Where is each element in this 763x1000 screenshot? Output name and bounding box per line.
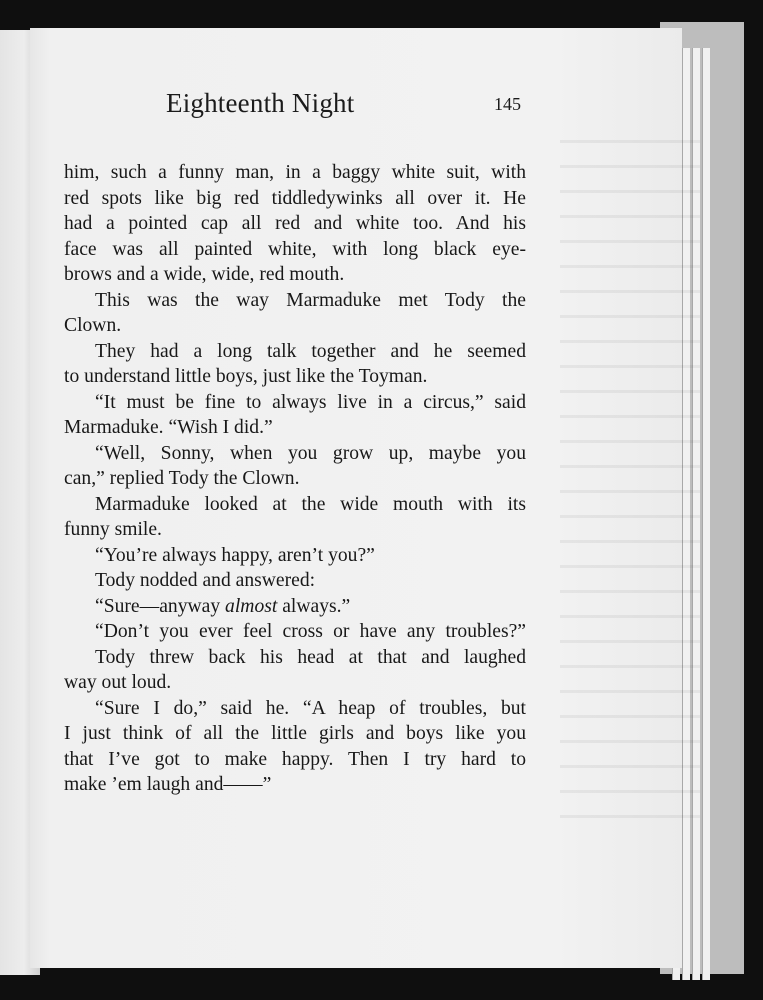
text-line: Tody nodded and answered: (95, 570, 316, 591)
text-line: funny smile. (64, 519, 162, 540)
text-line: red spots like big red tiddledywinks all over it. He (64, 187, 526, 209)
text-line: can,” replied Tody the Clown. (64, 468, 300, 489)
text-line: way out loud. (64, 672, 172, 693)
running-title: Eighteenth Night (166, 88, 355, 118)
bleed-through-text (560, 128, 700, 828)
text-line: This was the way Marmaduke met Tody the (95, 289, 526, 311)
text-line: had a pointed cap all red and white too. And his (64, 213, 526, 234)
text-line: face was all painted white, with long black eye- (64, 238, 526, 260)
text-line: “You’re always happy, aren’t you?” (95, 544, 375, 566)
text-line: I just think of all the little girls and boys like you (64, 723, 526, 744)
text-line: “Sure—anyway almost always.” (95, 595, 351, 617)
text-line: that I’ve got to make happy. Then I try hard to (64, 748, 526, 770)
page-header (166, 88, 521, 119)
text-line: Tody threw back his head at that and laughed (95, 646, 526, 668)
text-line: Marmaduke looked at the wide mouth with its (95, 493, 526, 515)
text-line: “Don’t you ever feel cross or have any troubles?” (95, 621, 526, 642)
text-line: They had a long talk together and he seemed (95, 340, 526, 362)
text-line: Clown. (64, 315, 122, 336)
text-line: “Sure I do,” said he. “A heap of troubles, but (95, 697, 526, 719)
text-line: to understand little boys, just like the Toyman. (64, 366, 428, 387)
text-line: “It must be fine to always live in a circus,” said (95, 391, 526, 413)
text-line: brows and a wide, wide, red mouth. (64, 264, 345, 285)
text-line: make ’em laugh and——” (64, 774, 272, 795)
body-text (64, 160, 526, 798)
page-edge-strip (702, 48, 710, 980)
text-line: him, such a funny man, in a baggy white suit, with (64, 162, 526, 183)
page-number: 145 (494, 94, 521, 114)
text-line: “Well, Sonny, when you grow up, maybe you (95, 442, 526, 464)
text-line: Marmaduke. “Wish I did.” (64, 417, 273, 438)
